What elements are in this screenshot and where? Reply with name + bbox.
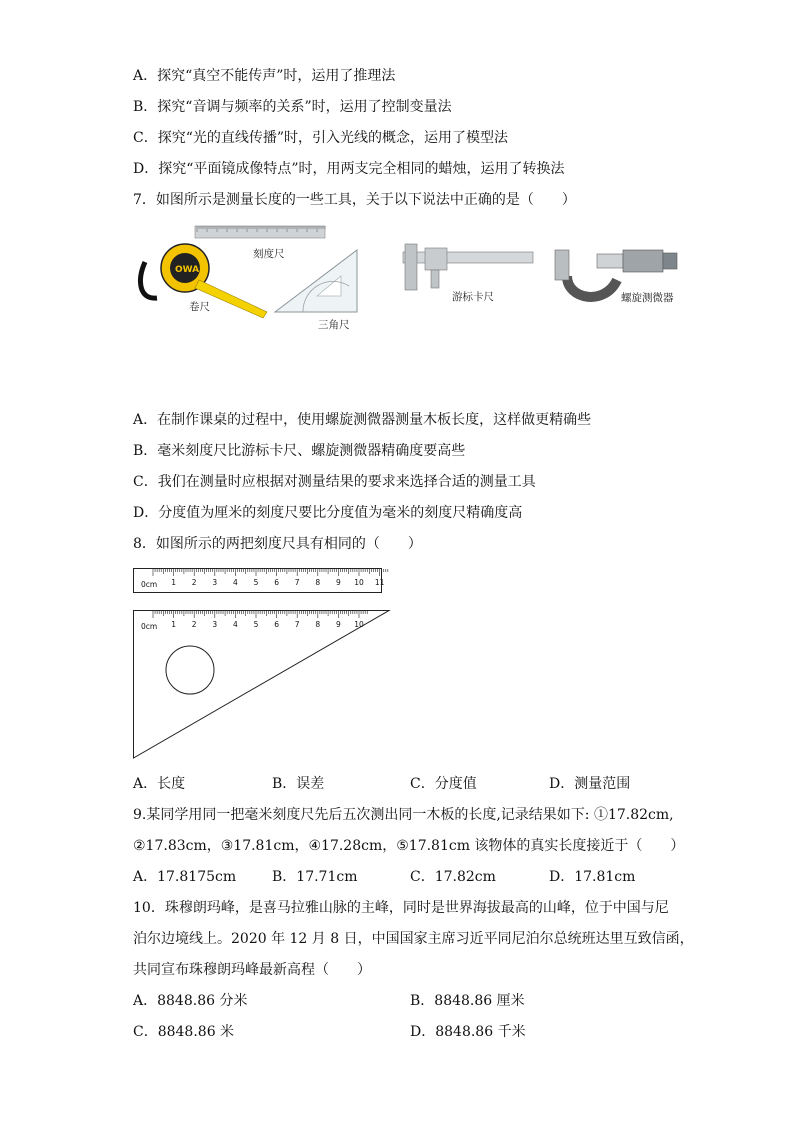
q7-option-c: C．我们在测量时应根据对测量结果的要求来选择合适的测量工具 [133, 474, 536, 490]
ruler2-number: 7 [294, 620, 300, 629]
q6-option-a: A．探究“真空不能传声”时，运用了推理法 [133, 68, 396, 84]
q10-line-2: 泊尔边境线上。2020 年 12 月 8 日，中国国家主席习近平同尼泊尔总统班达里互致信函， [133, 931, 694, 947]
q6-option-b: B．探究“音调与频率的关系”时，运用了控制变量法 [133, 99, 452, 115]
q8-option-d: D．测量范围 [549, 776, 631, 792]
q8-option-c: C．分度值 [410, 776, 477, 792]
q9-option-a: A．17.8175cm [133, 869, 237, 885]
ruler2-number: 10 [354, 620, 364, 629]
steel-ruler-image [195, 226, 325, 238]
label-micrometer: 螺旋测微器 [621, 292, 674, 304]
q9-option-b: B．17.71cm [272, 869, 358, 885]
two-rulers-diagram [133, 566, 393, 762]
q9-line-2: ②17.83cm，③17.81cm，④17.28cm，⑤17.81cm 该物体的真实长度接近于（ ） [133, 838, 685, 854]
q10-option-c: C．8848.86 米 [133, 1024, 235, 1040]
q10-option-a: A．8848.86 分米 [133, 993, 248, 1009]
q7-option-a: A．在制作课桌的过程中，使用螺旋测微器测量木板长度，这样做更精确些 [133, 412, 592, 428]
ruler2-number: 9 [336, 620, 341, 629]
measuring-tools-illustration [135, 220, 695, 340]
q7-stem: 7．如图所示是测量长度的一些工具，关于以下说法中正确的是（ ） [133, 192, 576, 208]
ruler2-number: 3 [212, 620, 218, 629]
q10-line-3: 共同宣布珠穆朗玛峰最新高程（ ） [133, 962, 371, 978]
ruler2-number: 8 [315, 620, 321, 629]
label-ruler: 刻度尺 [253, 248, 285, 260]
ruler1-number: 7 [294, 578, 300, 587]
q7-option-b: B．毫米刻度尺比游标卡尺、螺旋测微器精确度要高些 [133, 443, 466, 459]
ruler1-number: 4 [233, 578, 238, 587]
tape-brand-text: OWAS [175, 265, 206, 275]
ruler2-number: 1 [171, 620, 176, 629]
label-caliper: 游标卡尺 [452, 291, 494, 303]
triangle-ruler [134, 611, 390, 759]
q10-option-d: D．8848.86 千米 [410, 1024, 526, 1040]
ruler1-number: 9 [336, 578, 341, 587]
vernier-caliper-image [403, 244, 533, 290]
q9-option-d: D．17.81cm [549, 869, 636, 885]
label-triangle: 三角尺 [318, 319, 350, 331]
ruler2-number: 6 [274, 620, 279, 629]
q9-line-1: 9.某同学用同一把毫米刻度尺先后五次测出同一木板的长度,记录结果如下: ①17.82cm, [133, 807, 674, 823]
ruler1-number: 8 [315, 578, 321, 587]
ruler2-number: 2 [191, 620, 197, 629]
q10-option-b: B．8848.86 厘米 [410, 993, 525, 1009]
q7-tools-figure [135, 220, 695, 340]
ruler1-number: 5 [253, 578, 259, 587]
q8-rulers-figure [133, 566, 393, 762]
ruler1-number: 6 [274, 578, 279, 587]
ruler2-number: 5 [253, 620, 259, 629]
ruler1-number: 1 [171, 578, 176, 587]
ruler1-number: 10 [354, 578, 364, 587]
ruler1-unit: 0cm [141, 580, 158, 589]
q8-option-b: B．误差 [272, 776, 325, 792]
q8-stem: 8．如图所示的两把刻度尺具有相同的（ ） [133, 536, 422, 552]
q10-line-1: 10．珠穆朗玛峰，是喜马拉雅山脉的主峰，同时是世界海拔最高的山峰，位于中国与尼 [133, 900, 669, 916]
ruler2-unit: 0cm [141, 622, 158, 631]
q6-option-c: C．探究“光的直线传播”时，引入光线的概念，运用了模型法 [133, 130, 509, 146]
q8-option-a: A．长度 [133, 776, 186, 792]
q9-option-c: C．17.82cm [410, 869, 496, 885]
q7-option-d: D．分度值为厘米的刻度尺要比分度值为毫米的刻度尺精确度高 [133, 505, 523, 521]
ruler1-number: 11 [374, 578, 385, 587]
triangle-ruler-image [275, 250, 357, 312]
q6-option-d: D．探究“平面镜成像特点”时，用两支完全相同的蜡烛，运用了转换法 [133, 161, 565, 177]
ruler1-number: 3 [212, 578, 218, 587]
ruler2-number: 4 [233, 620, 238, 629]
ruler1-number: 2 [191, 578, 197, 587]
label-tape: 卷尺 [189, 301, 210, 313]
